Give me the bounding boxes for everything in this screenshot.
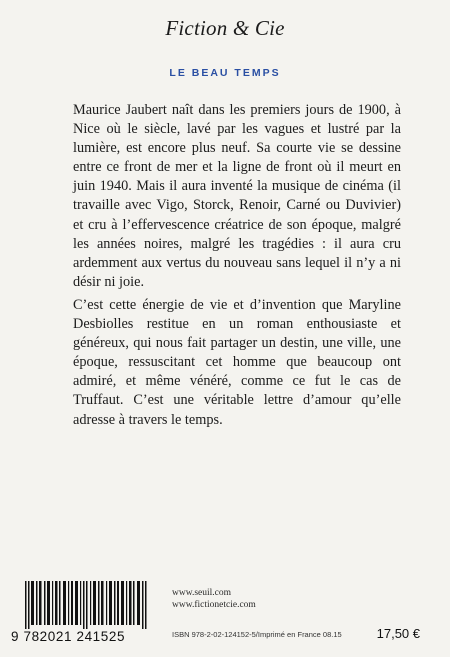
website-fictionetcie[interactable]: www.fictionetcie.com bbox=[172, 599, 256, 610]
series-title: Fiction & Cie bbox=[165, 16, 285, 40]
isbn-line: ISBN 978-2-02-124152-5/Imprimé en France 08.15 bbox=[172, 630, 342, 639]
barcode bbox=[11, 581, 169, 647]
blurb bbox=[73, 101, 401, 430]
barcode-bars-icon bbox=[11, 581, 169, 631]
publisher-links bbox=[172, 588, 256, 611]
blurb-paragraph-2: C’est cette énergie de vie et d’invention que Maryline Desbiolles restitue en un roman enthousiaste et généreux, qui nous fait partager un destin, une ville, une époque, ressuscitant cet homme que beaucoup ont admiré, et même vénéré, comme ce fut le cas de Truffaut. C’est une véritable lettre d’amour qu’elle adresse à travers le temps. bbox=[73, 296, 401, 428]
book-title: LE BEAU TEMPS bbox=[169, 67, 281, 79]
website-seuil[interactable]: www.seuil.com bbox=[172, 588, 232, 598]
price: 17,50 € bbox=[376, 626, 420, 641]
barcode-digits: 9 782021 241525 bbox=[11, 629, 126, 644]
blurb-paragraph-1: Maurice Jaubert naît dans les premiers jours de 1900, à Nice où le siècle, lavé par les vagues et lustré par la lumière, est encore plus neuf. Sa courte vie se dessine entre ce front de mer et la ligne de front où il meurt en juin 1940. Mais il aura inventé la musique de cinéma (il travaille avec Vigo, Storck, Renoir, Carné ou Duvivier) et cru à l’effervescence créatrice de son époque, malgré les années noires, malgré les tragédies : il aura cru ardemment aux vertus du nouveau sans lequel il n’y a ni désir ni joie. bbox=[73, 102, 401, 290]
